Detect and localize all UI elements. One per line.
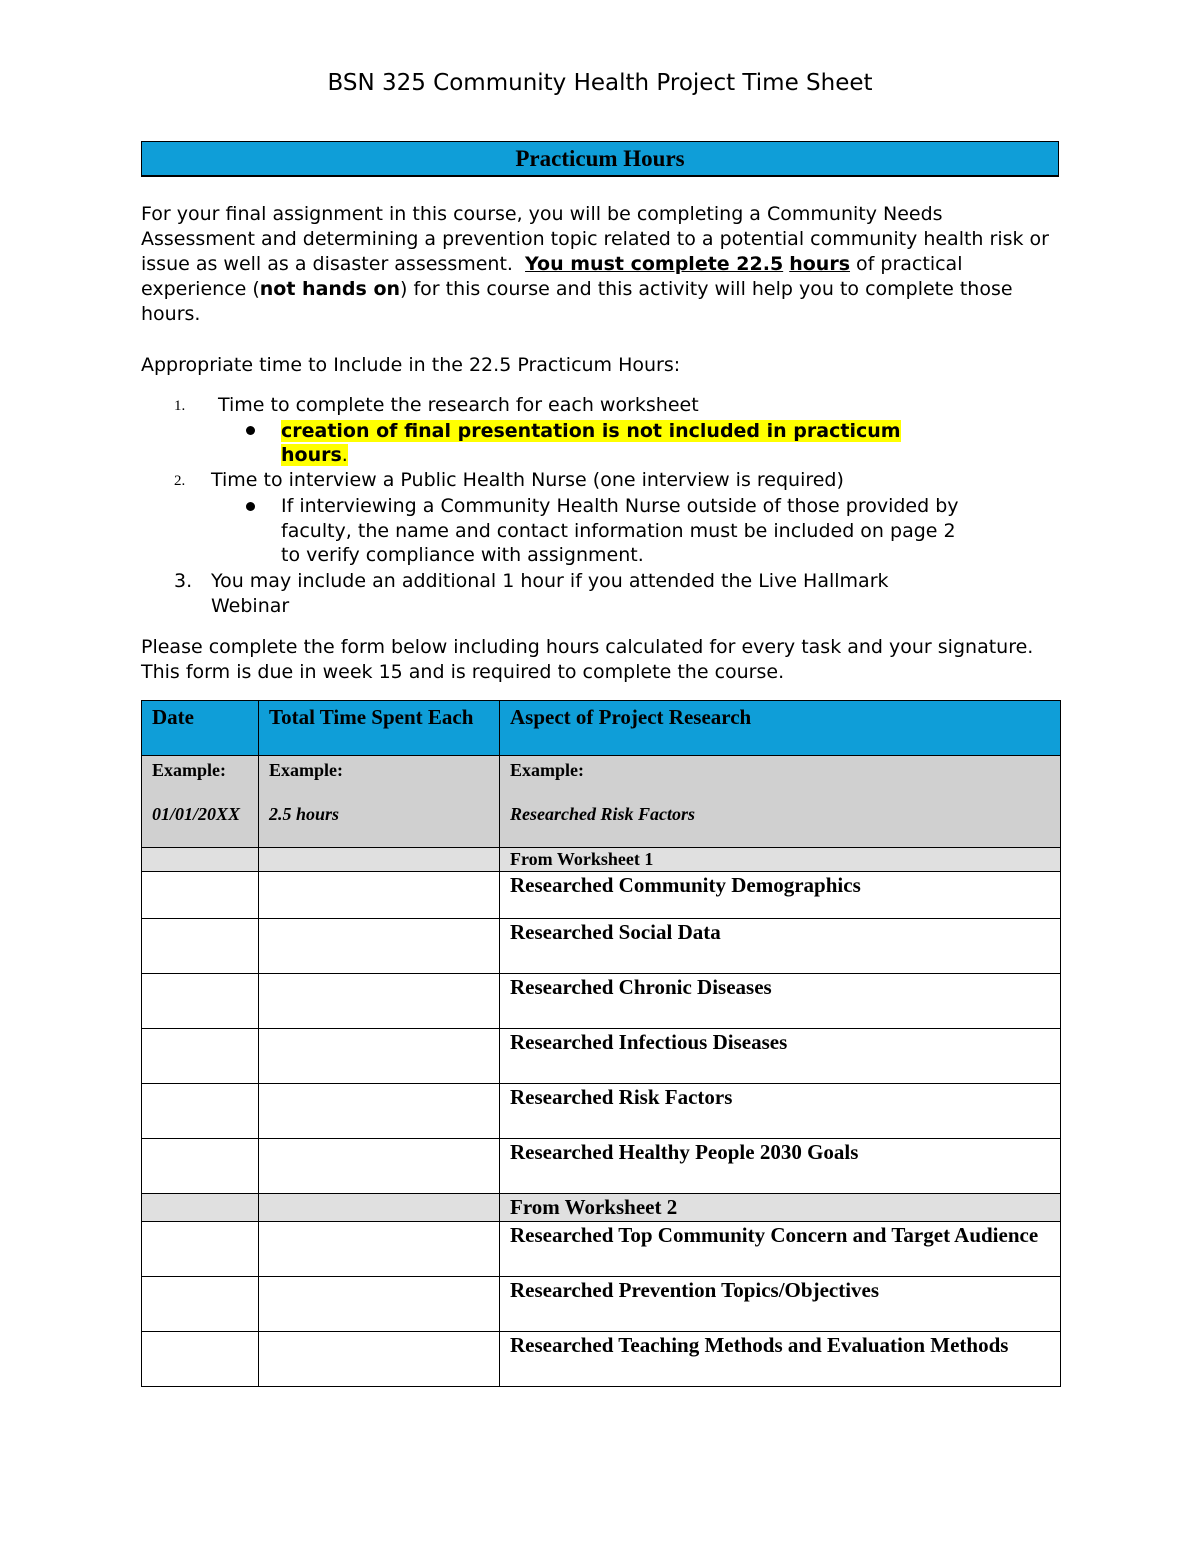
aspect-cell: Researched Prevention Topics/Objectives (500, 1277, 1061, 1332)
timesheet-table (141, 700, 1061, 1387)
date-cell[interactable] (142, 1139, 259, 1194)
time-cell[interactable] (259, 919, 500, 974)
list-number-1: 1. (174, 398, 186, 414)
table-row (142, 1029, 1061, 1084)
date-cell[interactable] (142, 1222, 259, 1277)
example-date-cell (142, 756, 259, 848)
date-cell[interactable] (142, 1332, 259, 1387)
aspect-cell: Researched Teaching Methods and Evaluation Methods (500, 1332, 1061, 1387)
list-item-2-bullet-line-3: to verify compliance with assignment. (281, 544, 644, 566)
time-cell[interactable] (259, 974, 500, 1029)
table-row (142, 1084, 1061, 1139)
header-total-time: Total Time Spent Each (259, 701, 500, 756)
example-label: Example: (510, 760, 584, 780)
header-date: Date (142, 701, 259, 756)
example-label: Example: (269, 760, 343, 780)
header-aspect: Aspect of Project Research (500, 701, 1061, 756)
table-row (142, 1277, 1061, 1332)
aspect-cell: Researched Healthy People 2030 Goals (500, 1139, 1061, 1194)
aspect-cell: Researched Top Community Concern and Target Audience (500, 1222, 1061, 1277)
bullet-icon (246, 502, 255, 511)
intro-paragraph (141, 202, 1061, 327)
list-item-2-bullet-line-1: If interviewing a Community Health Nurse outside of those provided by (281, 495, 959, 517)
section-row-worksheet-1 (142, 848, 1061, 872)
time-cell[interactable] (259, 1222, 500, 1277)
table-row (142, 1139, 1061, 1194)
must-complete-hours: hours (789, 253, 851, 275)
practicum-hours-banner: Practicum Hours (141, 141, 1059, 177)
list-item-3-line-2: Webinar (211, 595, 290, 617)
aspect-cell: Researched Risk Factors (500, 1084, 1061, 1139)
example-row (142, 756, 1061, 848)
aspect-cell: Researched Infectious Diseases (500, 1029, 1061, 1084)
example-label: Example: (152, 760, 226, 780)
table-row (142, 872, 1061, 919)
date-cell[interactable] (142, 848, 259, 872)
date-cell[interactable] (142, 872, 259, 919)
aspect-cell: Researched Community Demographics (500, 872, 1061, 919)
time-cell[interactable] (259, 1139, 500, 1194)
document-title: BSN 325 Community Health Project Time Sheet (327, 70, 873, 96)
form-instructions: Please complete the form below including hours calculated for every task and your signature. This form is due in week 15 and is required to complete the course. (141, 636, 1034, 683)
time-cell[interactable] (259, 1029, 500, 1084)
date-cell[interactable] (142, 974, 259, 1029)
list-item-1-bullet-line-2: hours. (281, 444, 348, 466)
section-label-worksheet-1: From Worksheet 1 (500, 848, 1061, 872)
table-row (142, 1222, 1061, 1277)
time-cell[interactable] (259, 1332, 500, 1387)
list-item-2-bullet-line-2: faculty, the name and contact information must be included on page 2 (281, 520, 956, 542)
must-complete-emphasis: You must complete 22.5 (525, 253, 784, 275)
aspect-cell: Researched Social Data (500, 919, 1061, 974)
not-hands-on-emphasis: not hands on (259, 278, 401, 300)
example-aspect-cell (500, 756, 1061, 848)
time-cell[interactable] (259, 1277, 500, 1332)
table-header-row (142, 701, 1061, 756)
example-aspect: Researched Risk Factors (510, 804, 696, 824)
table-row (142, 1332, 1061, 1387)
list-item-2: Time to interview a Public Health Nurse (one interview is required) (211, 469, 844, 491)
include-heading: Appropriate time to Include in the 22.5 Practicum Hours: (141, 354, 681, 376)
time-cell[interactable] (259, 1194, 500, 1222)
aspect-cell: Researched Chronic Diseases (500, 974, 1061, 1029)
date-cell[interactable] (142, 1277, 259, 1332)
list-item-3-line-1: You may include an additional 1 hour if you attended the Live Hallmark (211, 570, 889, 592)
intro-mid-text: of practical experience ( (141, 253, 963, 300)
table-row (142, 974, 1061, 1029)
example-time: 2.5 hours (269, 804, 340, 824)
time-cell[interactable] (259, 848, 500, 872)
time-cell[interactable] (259, 872, 500, 919)
date-cell[interactable] (142, 1029, 259, 1084)
list-item-1: Time to complete the research for each worksheet (218, 394, 699, 416)
example-date: 01/01/20XX (152, 804, 241, 824)
intro-text: For your final assignment in this course, you will be completing a Community Needs Assessment and determining a prevention topic related to a potential community health risk or issue as well as a disaster assessment. (141, 203, 1049, 275)
date-cell[interactable] (142, 1194, 259, 1222)
list-number-2: 2. (174, 473, 186, 489)
intro-end-text: ) for this course and this activity will help you to complete those hours. (141, 278, 1013, 325)
table-row (142, 919, 1061, 974)
date-cell[interactable] (142, 919, 259, 974)
section-row-worksheet-2 (142, 1194, 1061, 1222)
list-number-3: 3. (174, 570, 193, 592)
section-label-worksheet-2: From Worksheet 2 (500, 1194, 1061, 1222)
time-cell[interactable] (259, 1084, 500, 1139)
list-item-1-bullet-line-1: creation of final presentation is not included in practicum (281, 420, 901, 442)
example-time-cell (259, 756, 500, 848)
date-cell[interactable] (142, 1084, 259, 1139)
bullet-icon (246, 426, 255, 435)
